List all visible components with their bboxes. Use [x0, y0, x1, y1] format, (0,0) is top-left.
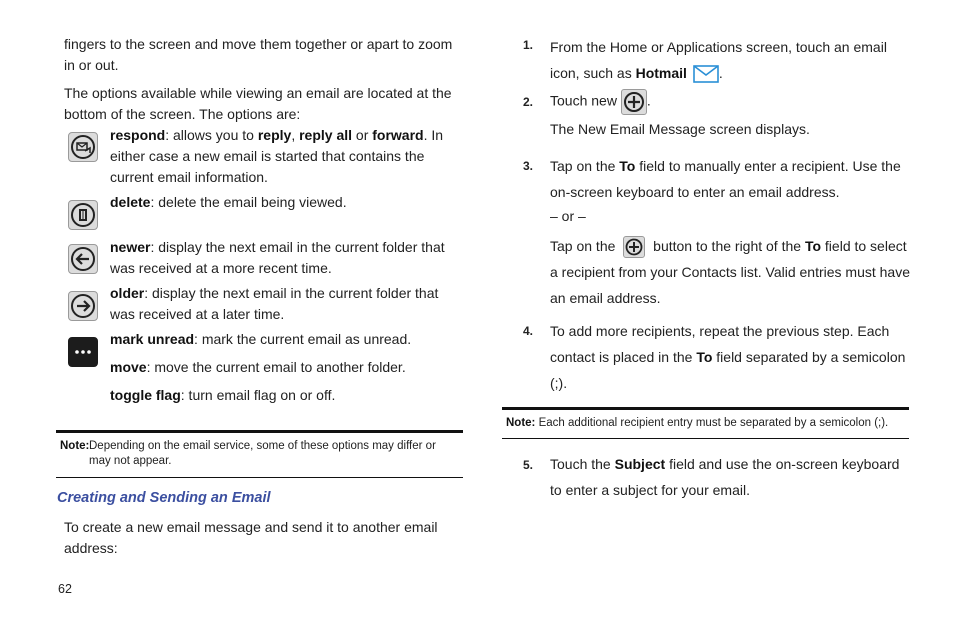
step-4-text: To add more recipients, repeat the previous step. Each contact is placed in the To field separated by a semicolon (;).: [550, 323, 906, 391]
step-number: 2.: [523, 95, 534, 109]
option-respond: respond: allows you to reply, reply all or forward. In either case a new email is started that contains the current email information.: [110, 127, 444, 185]
hotmail-envelope-icon: [693, 64, 719, 84]
step-1-text: From the Home or Applications screen, touch an email icon, such as Hotmail .: [550, 34, 912, 86]
newer-arrow-icon: [68, 244, 98, 274]
options-intro: The options available while viewing an email are located at the bottom of the screen. The options are:: [64, 85, 452, 122]
step-3-or: – or –: [550, 208, 586, 224]
option-mark-unread: mark unread: mark the current email as unread.: [110, 331, 412, 347]
step-2-text: Touch new .: [550, 89, 912, 115]
step-3-text: Tap on the To field to manually enter a recipient. Use the on-screen keyboard to enter an email address.: [550, 158, 901, 200]
step-2-sub: The New Email Message screen displays.: [550, 121, 810, 137]
left-intro: fingers to the screen and move them together or apart to zoom in or out.: [64, 36, 453, 73]
step-number: 3.: [523, 159, 534, 173]
note-text-right: Note: Each additional recipient entry must be separated by a semicolon (;).: [506, 417, 889, 429]
add-contact-plus-icon: [623, 236, 645, 258]
note-text: Depending on the email service, some of these options may differ or may not appear.: [89, 440, 436, 467]
note-top-rule: [56, 430, 463, 433]
note-bottom-rule: [56, 477, 463, 478]
section-heading: Creating and Sending an Email: [57, 490, 271, 506]
option-delete: delete: delete the email being viewed.: [110, 194, 347, 210]
older-arrow-icon: [68, 291, 98, 321]
note-bottom-rule: [502, 438, 909, 439]
delete-icon: [68, 200, 98, 230]
option-older: older: display the next email in the current folder that was received at a later time.: [110, 285, 439, 322]
note-label: Note:: [60, 440, 90, 452]
step-number: 4.: [523, 324, 534, 338]
step-3-sub: Tap on the button to the right of the To field to select a recipient from your Contacts list. Valid entries must have an email address.: [550, 238, 911, 306]
option-newer: newer: display the next email in the current folder that was received at a more recent time.: [110, 239, 445, 276]
note-top-rule: [502, 407, 909, 410]
option-term: respond: [110, 127, 166, 143]
more-menu-icon: [68, 337, 98, 367]
step-number: 5.: [523, 458, 534, 472]
step-number: 1.: [523, 38, 534, 52]
respond-icon: [68, 132, 98, 162]
step-5-text: Touch the Subject field and use the on-screen keyboard to enter a subject for your email.: [550, 456, 900, 498]
new-plus-icon: [621, 89, 647, 115]
option-toggle-flag: toggle flag: turn email flag on or off.: [110, 387, 336, 403]
page-number: 62: [58, 582, 72, 596]
option-move: move: move the current email to another folder.: [110, 359, 406, 375]
section-intro: To create a new email message and send it to another email address:: [64, 519, 438, 556]
